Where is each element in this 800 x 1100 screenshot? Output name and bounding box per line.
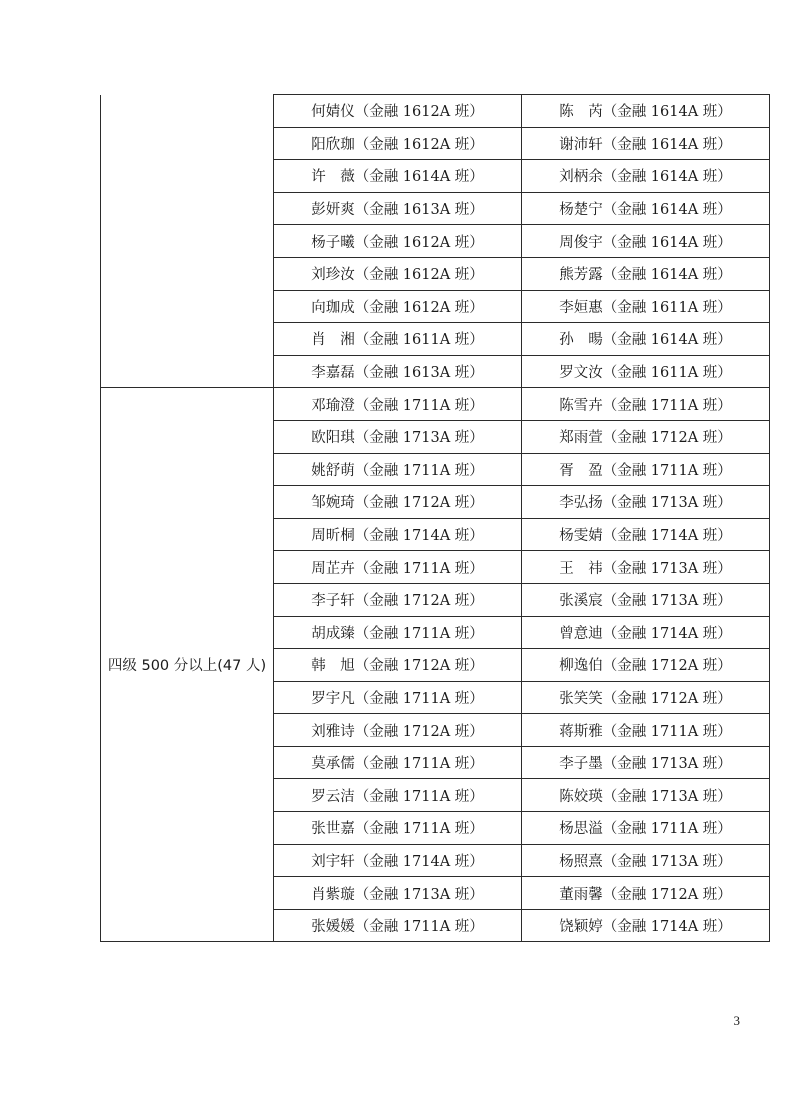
- student-name-right: 张溪宸（金融 1713A 班）: [522, 583, 770, 616]
- student-name-left: 张媛媛（金融 1711A 班）: [274, 909, 522, 942]
- student-name-right: 董雨馨（金融 1712A 班）: [522, 877, 770, 910]
- student-name-right: 胥 盈（金融 1711A 班）: [522, 453, 770, 486]
- student-name-left: 许 薇（金融 1614A 班）: [274, 160, 522, 193]
- student-name-right: 杨照熹（金融 1713A 班）: [522, 844, 770, 877]
- student-name-left: 周昕桐（金融 1714A 班）: [274, 518, 522, 551]
- student-name-right: 杨思溢（金融 1711A 班）: [522, 812, 770, 845]
- student-name-left: 莫承儒（金融 1711A 班）: [274, 746, 522, 779]
- student-name-right: 柳逸伯（金融 1712A 班）: [522, 649, 770, 682]
- student-name-right: 罗文汝（金融 1611A 班）: [522, 355, 770, 388]
- student-name-right: 陈 芮（金融 1614A 班）: [522, 95, 770, 128]
- student-name-left: 何婧仪（金融 1612A 班）: [274, 95, 522, 128]
- student-name-right: 蒋斯雅（金融 1711A 班）: [522, 714, 770, 747]
- student-name-left: 肖紫璇（金融 1713A 班）: [274, 877, 522, 910]
- student-name-right: 郑雨萱（金融 1712A 班）: [522, 420, 770, 453]
- student-name-left: 刘珍汝（金融 1612A 班）: [274, 257, 522, 290]
- student-name-right: 杨楚宁（金融 1614A 班）: [522, 192, 770, 225]
- student-name-left: 罗云洁（金融 1711A 班）: [274, 779, 522, 812]
- student-name-right: 李子墨（金融 1713A 班）: [522, 746, 770, 779]
- student-name-left: 韩 旭（金融 1712A 班）: [274, 649, 522, 682]
- student-name-right: 熊芳露（金融 1614A 班）: [522, 257, 770, 290]
- student-name-right: 孙 暘（金融 1614A 班）: [522, 323, 770, 356]
- student-name-right: 刘柄余（金融 1614A 班）: [522, 160, 770, 193]
- student-name-right: 李弘扬（金融 1713A 班）: [522, 486, 770, 519]
- student-name-right: 曾意迪（金融 1714A 班）: [522, 616, 770, 649]
- student-name-left: 周芷卉（金融 1711A 班）: [274, 551, 522, 584]
- table-row: [101, 388, 770, 421]
- student-name-left: 李嘉磊（金融 1613A 班）: [274, 355, 522, 388]
- student-name-right: 张笑笑（金融 1712A 班）: [522, 681, 770, 714]
- student-name-left: 姚舒萌（金融 1711A 班）: [274, 453, 522, 486]
- student-name-right: 谢沛轩（金融 1614A 班）: [522, 127, 770, 160]
- category-cell: 四级 500 分以上(47 人): [101, 388, 274, 942]
- student-name-right: 杨雯婧（金融 1714A 班）: [522, 518, 770, 551]
- student-name-left: 彭妍爽（金融 1613A 班）: [274, 192, 522, 225]
- student-name-left: 向珈成（金融 1612A 班）: [274, 290, 522, 323]
- award-roster-table: [100, 94, 770, 942]
- student-name-left: 罗宇凡（金融 1711A 班）: [274, 681, 522, 714]
- student-name-left: 肖 湘（金融 1611A 班）: [274, 323, 522, 356]
- student-name-left: 杨子曦（金融 1612A 班）: [274, 225, 522, 258]
- student-name-right: 陈雪卉（金融 1711A 班）: [522, 388, 770, 421]
- student-name-left: 阳欣珈（金融 1612A 班）: [274, 127, 522, 160]
- student-name-right: 饶颖婷（金融 1714A 班）: [522, 909, 770, 942]
- student-name-right: 李姮惠（金融 1611A 班）: [522, 290, 770, 323]
- student-name-left: 刘雅诗（金融 1712A 班）: [274, 714, 522, 747]
- student-name-left: 邓瑜澄（金融 1711A 班）: [274, 388, 522, 421]
- table-row: [101, 95, 770, 128]
- roster-table-body: [101, 95, 770, 942]
- student-name-left: 刘宇轩（金融 1714A 班）: [274, 844, 522, 877]
- student-name-left: 张世嘉（金融 1711A 班）: [274, 812, 522, 845]
- student-name-left: 李子轩（金融 1712A 班）: [274, 583, 522, 616]
- student-name-left: 欧阳琪（金融 1713A 班）: [274, 420, 522, 453]
- student-name-left: 邹婉琦（金融 1712A 班）: [274, 486, 522, 519]
- student-name-left: 胡成臻（金融 1711A 班）: [274, 616, 522, 649]
- student-name-right: 周俊宇（金融 1614A 班）: [522, 225, 770, 258]
- category-cell: [101, 95, 274, 388]
- student-name-right: 陈姣瑛（金融 1713A 班）: [522, 779, 770, 812]
- student-name-right: 王 祎（金融 1713A 班）: [522, 551, 770, 584]
- page-number: 3: [733, 1013, 740, 1028]
